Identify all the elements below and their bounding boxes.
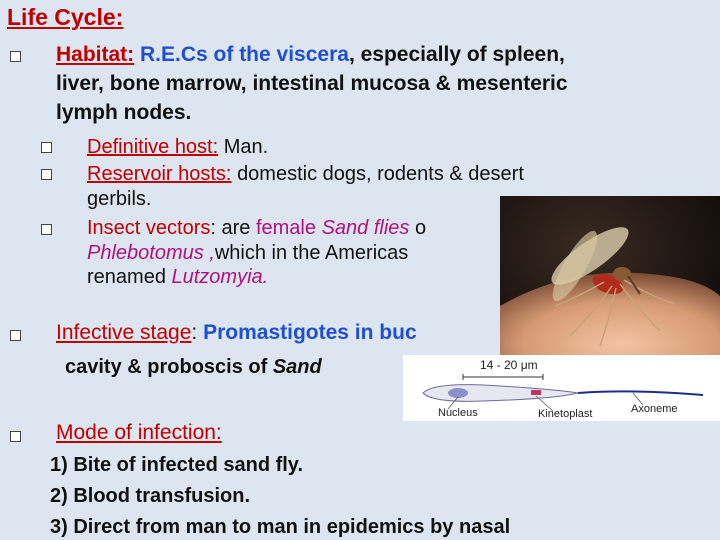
phlebotomus-name: Phlebotomus , [87, 242, 215, 264]
definitive-host-line [87, 135, 268, 160]
habitat-line-1 [56, 42, 565, 67]
infective-line-2-b: Sand [272, 356, 322, 378]
infective-line [56, 320, 417, 345]
infective-line-2-a: cavity & proboscis of [65, 356, 273, 378]
diagram-kinetoplast: Kinetoplast [538, 408, 593, 420]
vector-line [87, 216, 426, 241]
reservoir-host-line-2: gerbils. [87, 188, 152, 210]
mode-label: Mode of infection: [56, 421, 222, 444]
bullet-box-icon [10, 330, 21, 341]
vector-female: female [255, 217, 316, 239]
habitat-line-2: liver, bone marrow, intestinal mucosa & mesenteric [56, 72, 568, 95]
infective-label: Infective stage [56, 321, 192, 344]
sand-fly-photo [500, 196, 720, 368]
habitat-text-a: R.E.Cs of the viscera [140, 43, 349, 66]
bullet-box-icon [10, 431, 21, 442]
reservoir-host-line [87, 162, 524, 187]
lutzomyia-name: Lutzomyia. [171, 266, 269, 288]
reservoir-host-value: domestic dogs, rodents & desert [237, 163, 524, 185]
sub-bullet-box-icon [41, 169, 52, 180]
vector-label: Insect vectors [87, 217, 211, 239]
diagram-scale: 14 - 20 μm [480, 358, 538, 372]
mode-item: 1) Bite of infected sand fly. [50, 454, 303, 476]
promastigote-diagram [403, 355, 720, 421]
infective-line-2 [65, 355, 322, 380]
sub-bullet-box-icon [41, 224, 52, 235]
page-title: Life Cycle: [7, 4, 124, 30]
vector-colon: : are [210, 217, 256, 239]
vector-of: o [409, 217, 427, 239]
vector-sand-flies: Sand flies [321, 217, 410, 239]
definitive-host-label: Definitive host: [87, 136, 219, 158]
mode-item: 2) Blood transfusion. [50, 485, 250, 507]
phlebotomus-rest: which in the Americas [214, 242, 409, 264]
reservoir-host-label: Reservoir hosts: [87, 163, 232, 185]
mode-item: 3) Direct from man to man in epidemics by nasal [50, 516, 511, 538]
infective-colon: : [191, 321, 204, 344]
habitat-text-b: , especially of spleen, [348, 43, 565, 66]
phlebotomus-line [87, 241, 408, 266]
definitive-host-value: Man. [223, 136, 269, 158]
diagram-nucleus: Nucleus [438, 407, 478, 419]
infective-value: Promastigotes in buc [203, 321, 417, 344]
diagram-axoneme: Axoneme [631, 403, 678, 415]
bullet-box-icon [10, 51, 21, 62]
sub-bullet-box-icon [41, 142, 52, 153]
renamed-line [87, 265, 268, 290]
renamed-text: renamed [87, 266, 172, 288]
habitat-line-3: lymph nodes. [56, 101, 192, 124]
habitat-label: Habitat: [56, 43, 135, 66]
